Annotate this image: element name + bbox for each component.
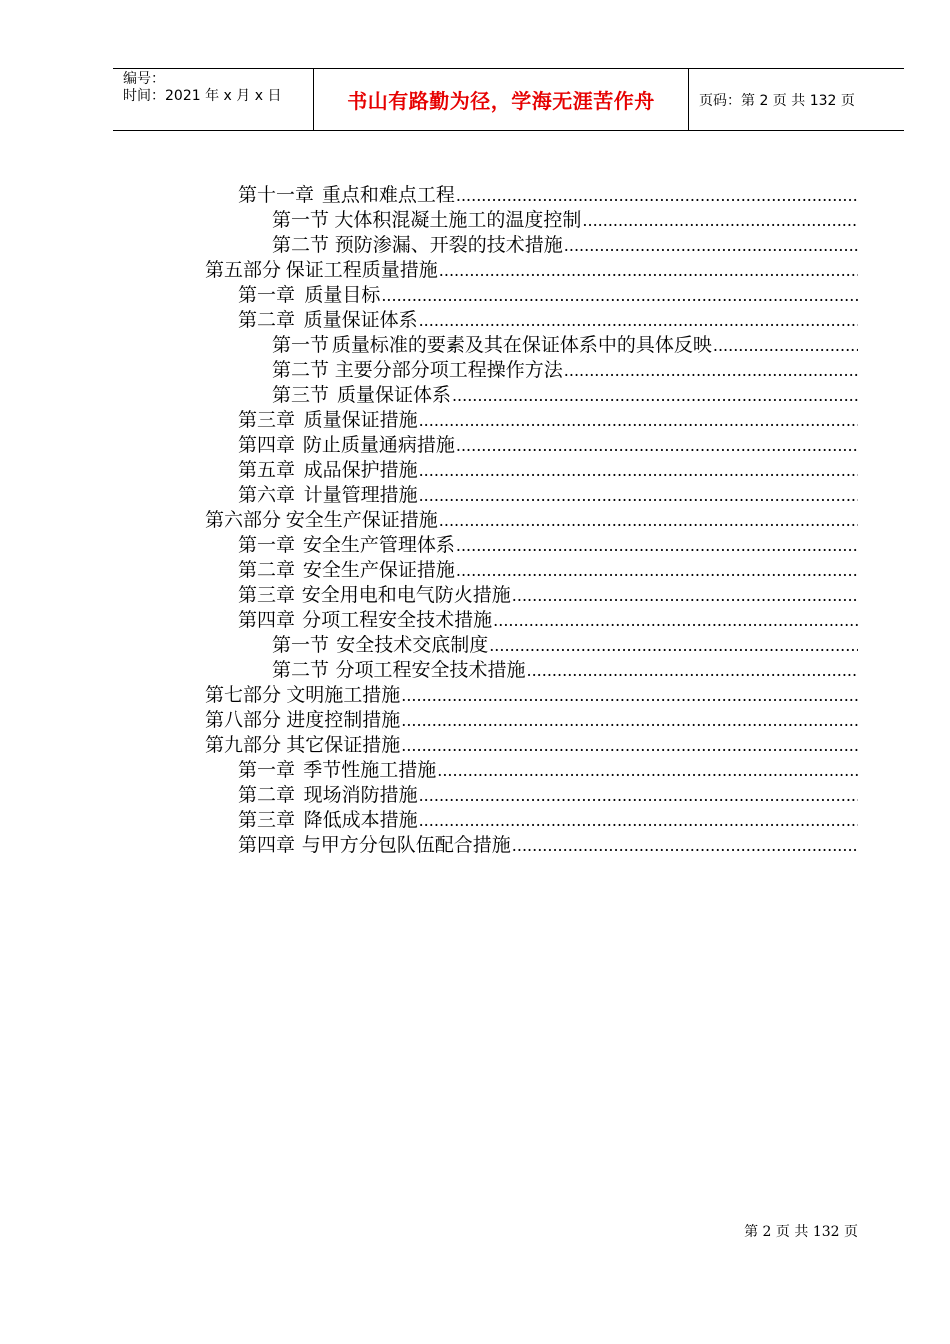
dot-leader [456, 533, 858, 558]
dot-leader [419, 483, 858, 508]
toc-entry[interactable] [272, 333, 858, 358]
toc-entry-prefix: 第一章 [238, 534, 296, 556]
toc-entry-title: 预防渗漏、开裂的技术措施 [334, 234, 563, 256]
toc-entry-prefix: 第二节 [272, 234, 330, 256]
toc-entry[interactable] [238, 558, 858, 583]
toc-entry-prefix: 第九部分 [205, 734, 282, 756]
toc-entry-title: 其它保证措施 [286, 734, 401, 756]
toc-entry-title: 分项工程安全技术措施 [302, 609, 493, 631]
toc-entry-prefix: 第一章 [238, 284, 296, 306]
toc-entry-prefix: 第七部分 [205, 684, 282, 706]
toc-entry[interactable] [238, 583, 858, 608]
toc-entry[interactable] [238, 433, 858, 458]
dot-leader [401, 733, 858, 758]
toc-entry-prefix: 第二章 [238, 559, 296, 581]
toc-entry-prefix: 第一节 [272, 209, 330, 231]
toc-entry-title: 成品保护措施 [303, 459, 418, 481]
toc-entry-prefix: 第三章 [238, 809, 296, 831]
toc-entry-title: 分项工程安全技术措施 [335, 659, 526, 681]
toc-entry[interactable] [238, 283, 858, 308]
toc-entry-prefix: 第八部分 [205, 709, 282, 731]
toc-entry-prefix: 第三章 [238, 409, 296, 431]
toc-entry[interactable] [238, 833, 858, 858]
dot-leader [419, 408, 858, 433]
page-header [113, 68, 904, 131]
toc-entry-title: 进度控制措施 [286, 709, 401, 731]
toc-entry[interactable] [272, 358, 858, 383]
toc-entry-title: 重点和难点工程 [321, 184, 455, 206]
toc-entry-title: 降低成本措施 [303, 809, 418, 831]
toc-entry-prefix: 第二章 [238, 784, 296, 806]
toc-entry[interactable] [205, 708, 858, 733]
toc-entry-title: 与甲方分包队伍配合措施 [301, 834, 511, 856]
dot-leader [527, 658, 859, 683]
number-label: 编号： [123, 71, 165, 87]
dot-leader [713, 333, 858, 358]
dot-leader [456, 433, 858, 458]
toc-entry-prefix: 第二章 [238, 309, 296, 331]
toc-entry[interactable] [238, 183, 858, 208]
toc-entry-prefix: 第六部分 [205, 509, 282, 531]
dot-leader [512, 833, 858, 858]
toc-entry-title: 防止质量通病措施 [302, 434, 455, 456]
toc-entry[interactable] [238, 783, 858, 808]
toc-entry-title: 安全用电和电气防火措施 [301, 584, 511, 606]
dot-leader [437, 758, 858, 783]
toc-entry-title: 安全生产管理体系 [302, 534, 455, 556]
toc-entry-prefix: 第三章 [238, 584, 296, 606]
toc-entry[interactable] [238, 483, 858, 508]
toc-entry-prefix: 第三节 [272, 384, 330, 406]
header-meta [113, 69, 314, 130]
dot-leader [419, 308, 858, 333]
toc-entry-title: 安全技术交底制度 [336, 634, 489, 656]
dot-leader [401, 683, 858, 708]
toc-entry[interactable] [238, 308, 858, 333]
toc-entry-title: 质量保证体系 [336, 384, 451, 406]
toc-entry[interactable] [205, 258, 858, 283]
toc-entry-prefix: 第五部分 [205, 259, 282, 281]
dot-leader [401, 708, 858, 733]
toc-entry[interactable] [272, 233, 858, 258]
toc-entry-title: 现场消防措施 [303, 784, 418, 806]
toc-entry-title: 大体积混凝土施工的温度控制 [334, 209, 582, 231]
toc-entry[interactable] [272, 658, 858, 683]
toc-entry[interactable] [272, 208, 858, 233]
toc-entry[interactable] [238, 408, 858, 433]
toc-entry[interactable] [238, 608, 858, 633]
dot-leader [381, 283, 858, 308]
toc-entry-prefix: 第四章 [238, 834, 296, 856]
toc-entry-title: 安全生产保证措施 [302, 559, 455, 581]
toc-entry-prefix: 第一章 [238, 759, 296, 781]
dot-leader [452, 383, 858, 408]
dot-leader [564, 233, 858, 258]
dot-leader [456, 558, 858, 583]
toc-entry[interactable] [272, 383, 858, 408]
dot-leader [489, 633, 858, 658]
toc-entry[interactable] [238, 458, 858, 483]
header-motto: 书山有路勤为径，学海无涯苦作舟 [314, 69, 689, 130]
dot-leader [439, 508, 858, 533]
page-footer: 第 2 页 共 132 页 [744, 1224, 858, 1240]
toc-entry-title: 安全生产保证措施 [285, 509, 438, 531]
dot-leader [564, 358, 858, 383]
toc-entry-prefix: 第二节 [272, 659, 330, 681]
toc-entry-prefix: 第五章 [238, 459, 296, 481]
toc-entry-title: 质量目标 [304, 284, 381, 306]
toc-entry-prefix: 第六章 [238, 484, 296, 506]
dot-leader [512, 583, 858, 608]
toc-entry-prefix: 第四章 [238, 434, 296, 456]
dot-leader [419, 458, 858, 483]
dot-leader [439, 258, 858, 283]
dot-leader [582, 208, 858, 233]
dot-leader [456, 183, 858, 208]
toc-entry-prefix: 第四章 [238, 609, 296, 631]
toc-entry-prefix: 第十一章 [238, 184, 315, 206]
toc-entry-title: 质量保证体系 [303, 309, 418, 331]
toc-entry[interactable] [205, 508, 858, 533]
toc-entry-title: 计量管理措施 [303, 484, 418, 506]
header-page-info: 页码：第 2 页 共 132 页 [699, 92, 855, 109]
toc-entry-title: 质量保证措施 [303, 409, 418, 431]
toc-entry[interactable] [238, 808, 858, 833]
toc-entry-title: 文明施工措施 [286, 684, 401, 706]
toc-entry-prefix: 第一节 [272, 334, 330, 356]
dot-leader [419, 808, 858, 833]
toc-entry[interactable] [205, 683, 858, 708]
toc-entry-prefix: 第二节 [272, 359, 330, 381]
toc-entry[interactable] [238, 758, 858, 783]
toc-entry[interactable] [238, 533, 858, 558]
toc-entry-title: 季节性施工措施 [303, 759, 437, 781]
dot-leader [419, 783, 858, 808]
toc-entry-title: 保证工程质量措施 [285, 259, 438, 281]
time-label: 时间：2021 年 x 月 x 日 [123, 88, 282, 104]
toc-entry-title: 质量标准的要素及其在保证体系中的具体反映 [331, 334, 712, 356]
toc-entry-title: 主要分部分项工程操作方法 [334, 359, 563, 381]
toc-entry[interactable] [205, 733, 858, 758]
toc-entry[interactable] [272, 633, 858, 658]
toc-entry-prefix: 第一节 [272, 634, 330, 656]
dot-leader [493, 608, 858, 633]
